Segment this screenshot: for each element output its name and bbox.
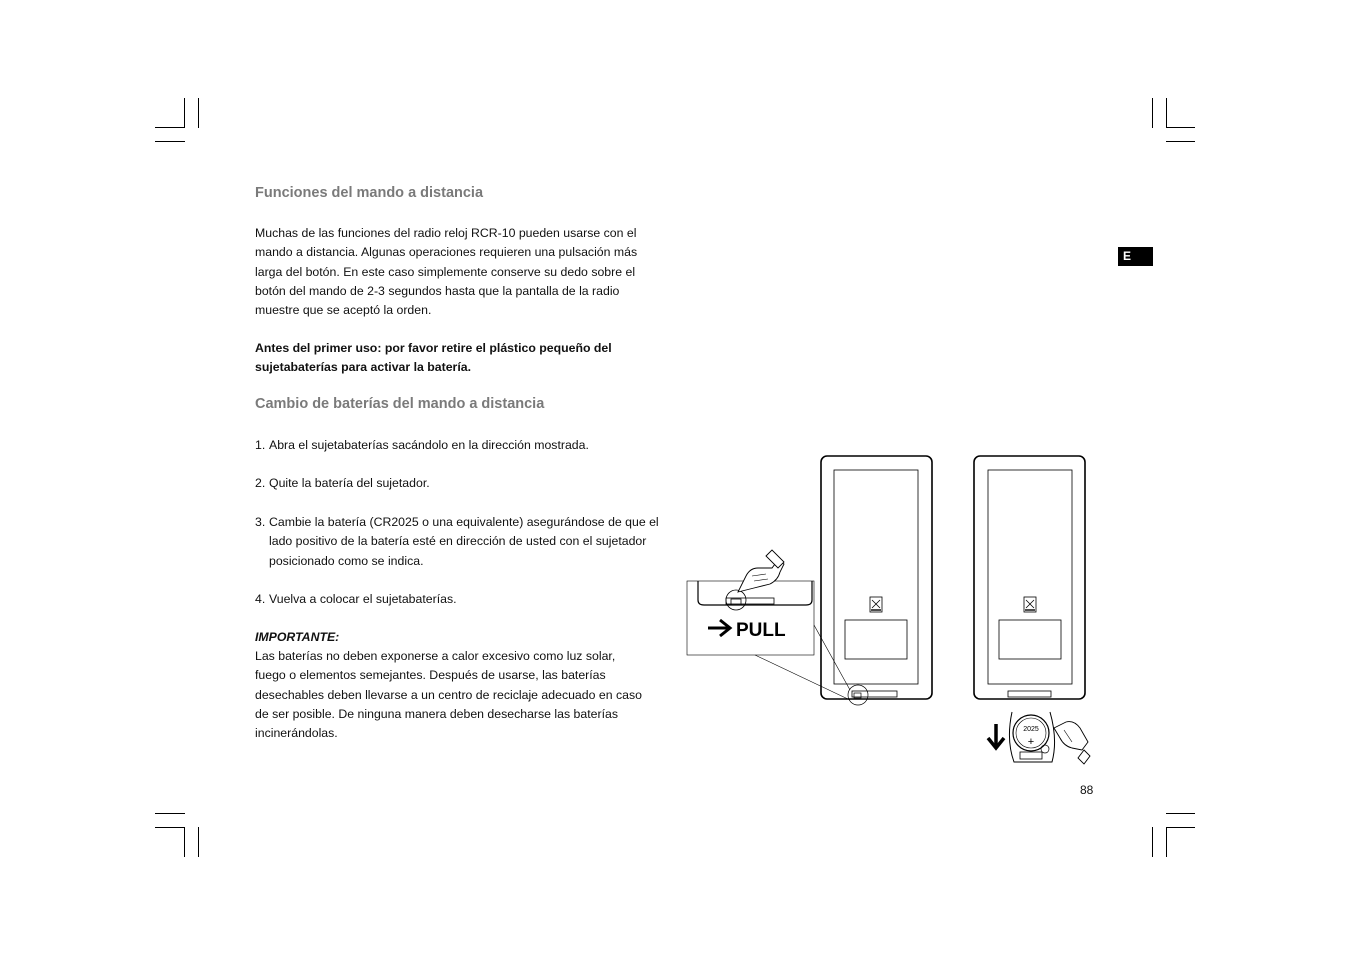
heading-remote-functions: Funciones del mando a distancia	[255, 185, 484, 201]
recycle-bin-icon	[1024, 597, 1036, 612]
important-text: Las baterías no deben exponerse a calor excesivo como luz solar, fuego o elementos semejantes. Después de usarse, las baterías desechables deben llevarse a un centro de reciclaje adecuado en caso de ser posible. De ninguna manera deben desecharse las baterías incinerándolas.	[255, 649, 642, 741]
battery-holder	[988, 712, 1090, 764]
recycle-bin-icon	[870, 597, 882, 612]
page-number: 88	[1080, 783, 1094, 797]
step-3	[255, 513, 665, 571]
language-tab: E	[1118, 247, 1153, 266]
remote-control-battery-removed	[974, 456, 1085, 699]
intro-paragraph: Muchas de las funciones del radio reloj RCR-10 pueden usarse con el mando a distancia. Algunas operaciones requieren una pulsación más larga del botón. En este caso simplemente conserve su dedo sobre el botón del mando de 2-3 segundos hasta que la pantalla de la radio muestre que se aceptó la orden.	[255, 226, 638, 318]
pull-label: PULL	[736, 620, 786, 641]
step-number: 3.	[255, 515, 266, 529]
battery-model-label: 2025	[1023, 726, 1039, 733]
important-label: IMPORTANTE:	[255, 630, 340, 644]
step-number: 2.	[255, 476, 266, 490]
heading-battery-change: Cambio de baterías del mando a distancia	[255, 396, 545, 412]
step-4	[255, 590, 665, 609]
step-number: 4.	[255, 592, 266, 606]
battery-polarity-label: +	[1027, 736, 1035, 748]
step-text: Quite la batería del sujetador.	[269, 476, 430, 490]
step-2	[255, 474, 665, 493]
pull-detail-callout	[687, 550, 850, 700]
step-text: Abra el sujetabaterías sacándolo en la dirección mostrada.	[269, 438, 589, 452]
step-number: 1.	[255, 438, 266, 452]
arrow-down-icon	[988, 724, 1004, 748]
pointing-hand-icon	[1054, 722, 1090, 764]
step-text: Vuelva a colocar el sujetabaterías.	[269, 592, 457, 606]
step-1	[255, 436, 665, 455]
step-text: Cambie la batería (CR2025 o una equivalente) asegurándose de que el lado positivo de la batería esté en dirección de usted con el sujetador posicionado como se indica.	[269, 515, 659, 568]
first-use-note: Antes del primer uso: por favor retire el plástico pequeño del sujetabaterías para activar la batería.	[255, 341, 612, 375]
battery-replacement-illustration	[680, 450, 1110, 775]
